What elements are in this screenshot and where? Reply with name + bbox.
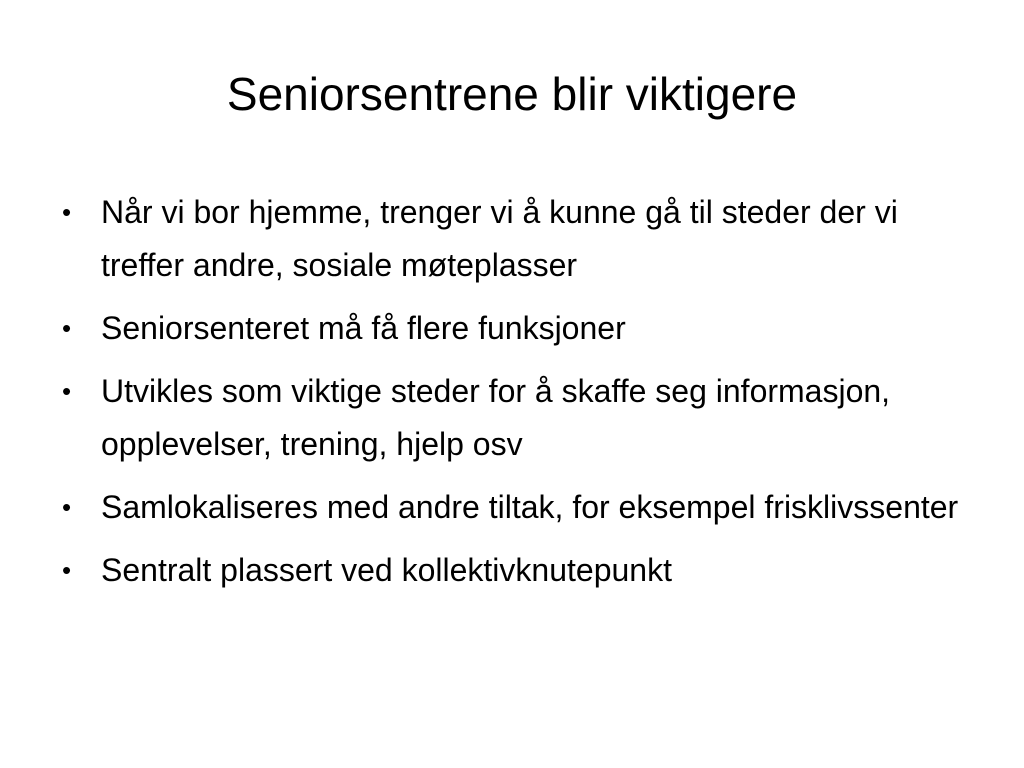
bullet-list	[60, 186, 970, 607]
bullet-text: Utvikles som viktige steder for å skaffe seg informasjon, opplevelser, trening, hjelp osv	[101, 373, 891, 462]
bullet-icon: •	[62, 492, 72, 522]
bullet-icon: •	[62, 376, 72, 406]
bullet-text: Når vi bor hjemme, trenger vi å kunne gå til steder der vi treffer andre, sosiale møteplasser	[101, 194, 898, 283]
bullet-item	[60, 365, 970, 471]
bullet-icon: •	[62, 197, 72, 227]
bullet-item	[60, 544, 970, 597]
bullet-icon: •	[62, 555, 72, 585]
bullet-item	[60, 302, 970, 355]
bullet-icon: •	[62, 313, 72, 343]
bullet-item	[60, 481, 970, 534]
slide-title: Seniorsentrene blir viktigere	[226, 68, 798, 120]
bullet-text: Samlokaliseres med andre tiltak, for eksempel frisklivssenter	[101, 489, 959, 525]
bullet-text: Sentralt plassert ved kollektivknutepunkt	[101, 552, 672, 588]
bullet-text: Seniorsenteret må få flere funksjoner	[101, 310, 626, 346]
bullet-item	[60, 186, 970, 292]
